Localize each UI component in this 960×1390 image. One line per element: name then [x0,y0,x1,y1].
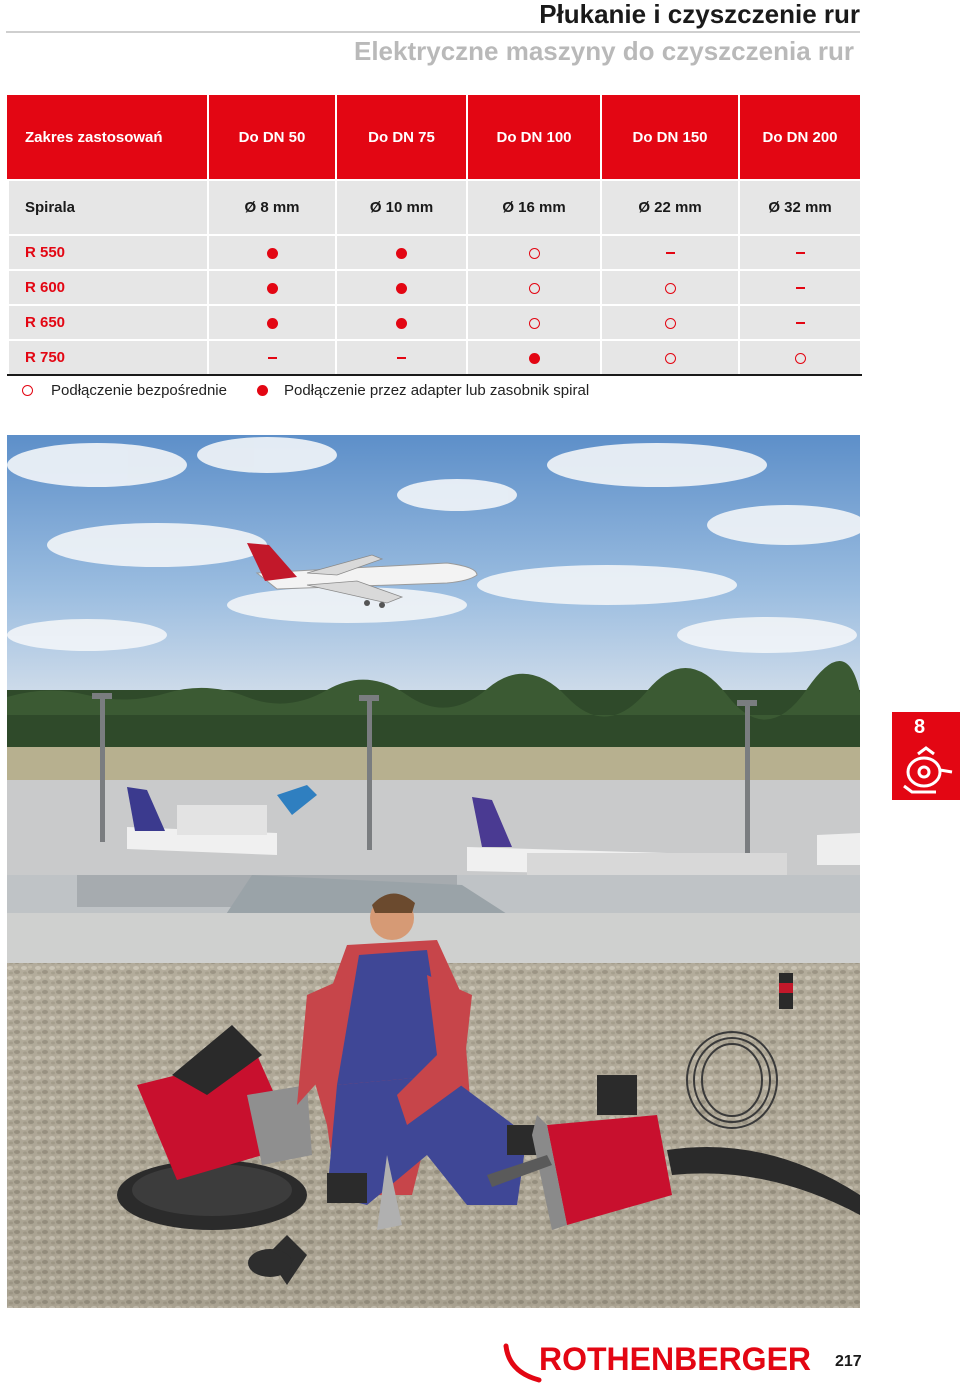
legend-item-adapter [257,382,589,399]
table-header-cell: Do DN 200 [739,94,861,180]
brand-name: ROTHENBERGER [539,1341,812,1377]
compatibility-cell [739,305,861,340]
compatibility-cell [336,270,467,305]
compatibility-cell [739,270,861,305]
compatibility-cell [467,235,601,270]
filled-dot-symbol-icon [267,318,278,329]
compatibility-cell [601,340,739,375]
ring-symbol-icon [665,353,676,364]
brand-logo [503,1340,813,1384]
table-header-cell: Zakres zastosowań [8,94,208,180]
page-title: Płukanie i czyszczenie rur [539,0,860,29]
table-header-row [8,94,861,180]
compatibility-cell [601,305,739,340]
ring-symbol-icon [795,353,806,364]
model-name-cell: R 550 [8,235,208,270]
product-photo [7,435,860,1308]
spiral-size-row [8,180,861,235]
table-header-cell: Do DN 75 [336,94,467,180]
filled-dot-symbol-icon [267,283,278,294]
ring-symbol-icon [529,248,540,259]
ring-symbol-icon [529,283,540,294]
compatibility-cell [739,235,861,270]
compatibility-cell [467,340,601,375]
legend [22,380,619,400]
spiral-cell: Ø 10 mm [336,180,467,235]
model-name-cell: R 650 [8,305,208,340]
ring-symbol-icon [22,385,33,396]
ring-symbol-icon [529,318,540,329]
table-header-cell: Do DN 50 [208,94,336,180]
page-number: 217 [835,1353,862,1370]
dash-symbol-icon [268,357,277,359]
ring-symbol-icon [665,318,676,329]
compatibility-cell [336,340,467,375]
compatibility-cell [601,235,739,270]
compatibility-cell [467,305,601,340]
table-header-cell: Do DN 100 [467,94,601,180]
table-row [8,270,861,305]
compatibility-cell [208,305,336,340]
legend-label: Podłączenie przez adapter lub zasobnik spiral [283,381,590,399]
table-row [8,305,861,340]
dash-symbol-icon [666,252,675,254]
page-subtitle: Elektryczne maszyny do czyszczenia rur [353,36,854,66]
spiral-cell: Ø 16 mm [467,180,601,235]
filled-dot-symbol-icon [257,385,268,396]
compatibility-cell [208,270,336,305]
table-row [8,235,861,270]
compatibility-cell [739,340,861,375]
model-name-cell: R 750 [8,340,208,375]
table-row [8,340,861,375]
filled-dot-symbol-icon [267,248,278,259]
filled-dot-symbol-icon [529,353,540,364]
rothenberger-swoosh-icon [503,1340,543,1384]
compatibility-cell [208,340,336,375]
model-name-cell: R 600 [8,270,208,305]
compatibility-cell [467,270,601,305]
title-divider [6,31,860,33]
spiral-cell: Ø 22 mm [601,180,739,235]
filled-dot-symbol-icon [396,248,407,259]
dash-symbol-icon [796,322,805,324]
spiral-cell: Spirala [8,180,208,235]
model-rows [8,235,861,375]
ring-symbol-icon [665,283,676,294]
dash-symbol-icon [796,252,805,254]
legend-item-direct [22,382,227,399]
spiral-cell: Ø 32 mm [739,180,861,235]
table-header-cell: Do DN 150 [601,94,739,180]
spec-table [7,93,862,376]
pipe-cleaning-machine-icon [896,742,958,798]
chapter-tab [892,712,960,800]
dash-symbol-icon [796,287,805,289]
compatibility-cell [601,270,739,305]
chapter-number: 8 [913,716,926,738]
spiral-cell: Ø 8 mm [208,180,336,235]
compatibility-cell [336,305,467,340]
dash-symbol-icon [397,357,406,359]
compatibility-cell [336,235,467,270]
legend-label: Podłączenie bezpośrednie [51,381,227,399]
filled-dot-symbol-icon [396,318,407,329]
filled-dot-symbol-icon [396,283,407,294]
compatibility-cell [208,235,336,270]
